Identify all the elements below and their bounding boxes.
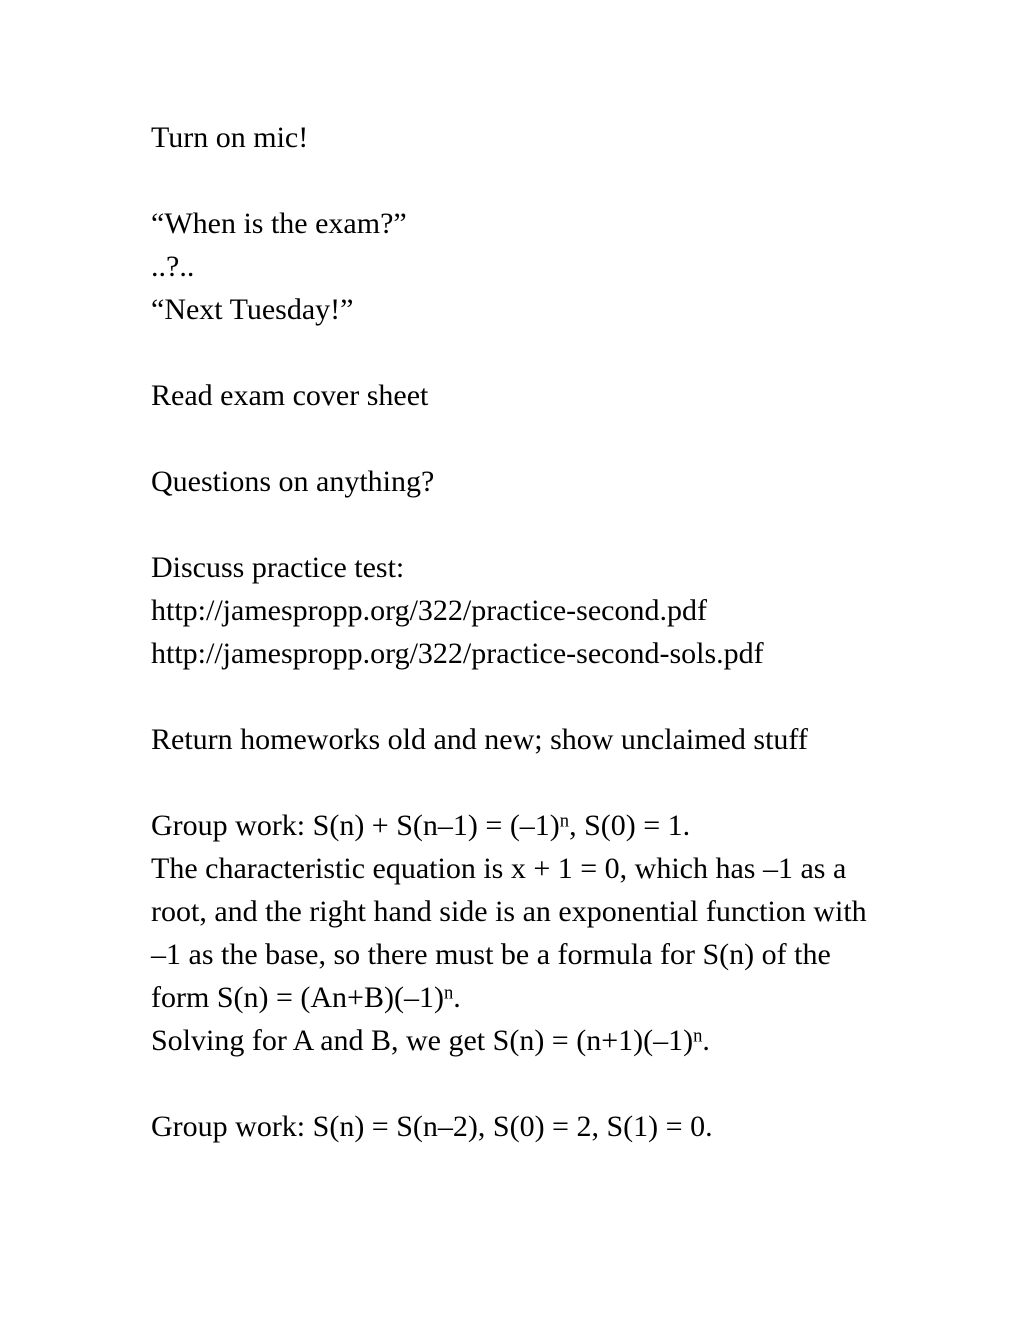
superscript-exponent: n: [693, 1025, 703, 1047]
line-return-homeworks: Return homeworks old and new; show unclaimed stuff: [151, 723, 808, 756]
superscript-exponent: n: [559, 810, 570, 832]
url-line-practice-second: http://jamespropp.org/322/practice-second.pdf: [151, 594, 707, 627]
line-group-work-1: Group work: $S(n) + S(n-1) = (-1)^n$, S(0) = 1.: [151, 809, 691, 842]
blank-line: [151, 417, 980, 460]
line-turn-on-mic: Turn on mic!: [151, 121, 309, 154]
line-base-formula: –1 as the base, so there must be a formula for S(n) of the: [151, 938, 831, 971]
blank-line: [151, 1062, 980, 1105]
line-group-work-2: Group work: S(n) = S(n–2), S(0) = 2, S(1) = 0.: [151, 1110, 713, 1143]
line-root-rhs: root, and the right hand side is an exponential function with: [151, 895, 867, 928]
line-when-is-exam: “When is the exam?”: [151, 207, 407, 240]
blank-line: [151, 675, 980, 718]
line-questions: Questions on anything?: [151, 465, 435, 498]
line-read-cover-sheet: Read exam cover sheet: [151, 379, 429, 412]
url-line-practice-second-sols: http://jamespropp.org/322/practice-second-sols.pdf: [151, 637, 764, 670]
document-body: [151, 116, 980, 1148]
line-form: form $S(n) = (An+B)(-1)^n$.: [151, 981, 461, 1014]
line-solving-ab: Solving for A and B, we get $S(n) = (n+1)(-1)^n$.: [151, 1024, 710, 1057]
blank-line: [151, 503, 980, 546]
blank-line: [151, 331, 980, 374]
superscript-exponent: n: [443, 982, 454, 1004]
line-pause-dots: ..?..: [151, 250, 195, 283]
line-discuss-practice-test: Discuss practice test:: [151, 551, 405, 584]
blank-line: [151, 159, 980, 202]
line-next-tuesday: “Next Tuesday!”: [151, 293, 354, 326]
blank-line: [151, 761, 980, 804]
line-characteristic-eq: The characteristic equation is x + 1 = 0, which has –1 as a: [151, 852, 847, 885]
